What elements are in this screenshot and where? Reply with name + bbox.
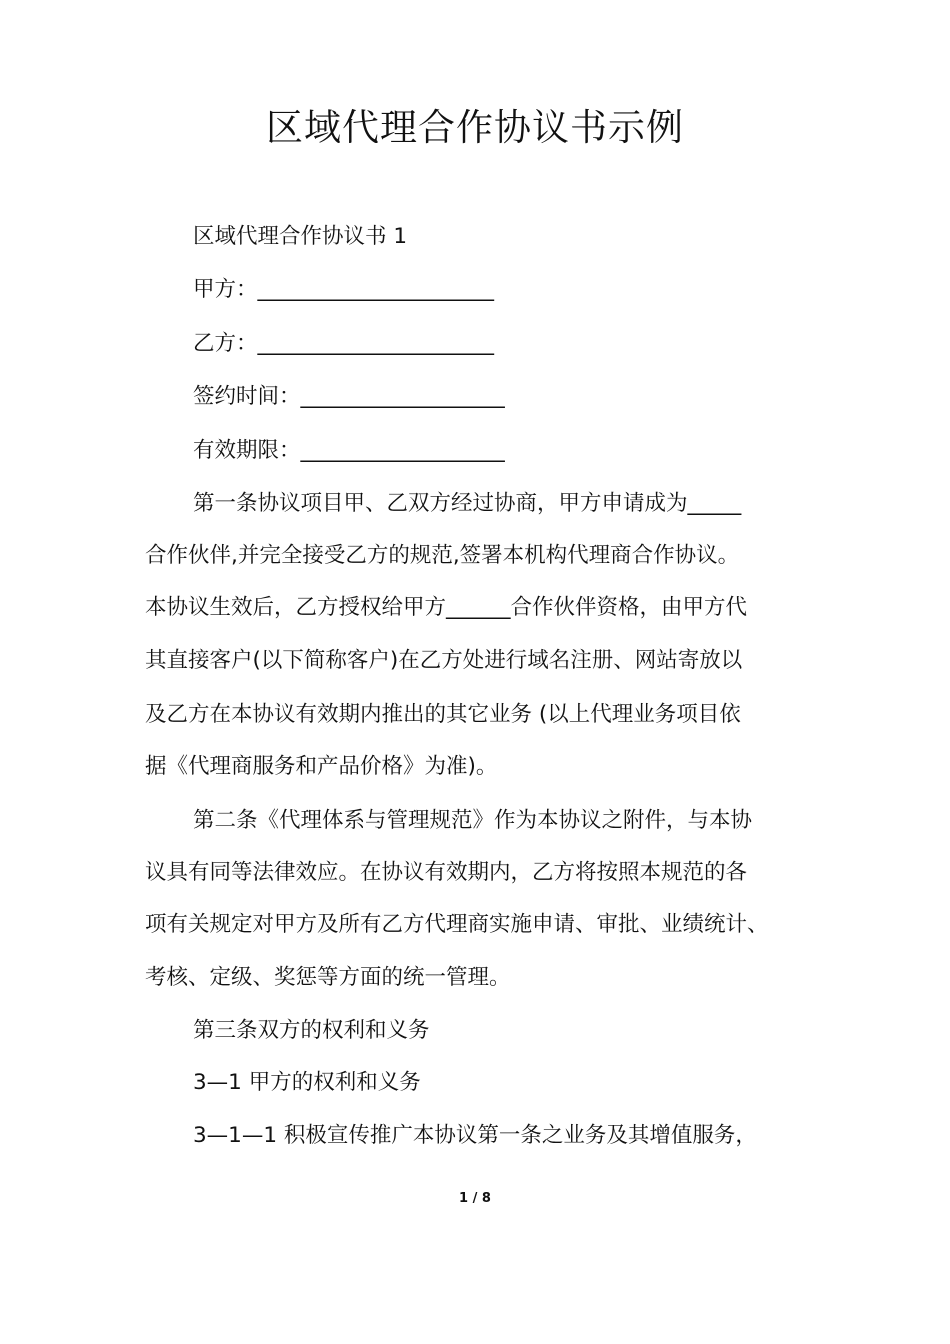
clause-3-1-heading: 3—1 甲方的权利和义务 — [193, 1070, 421, 1095]
article-1-line: 第一条协议项目甲、乙双方经过协商，甲方申请成为_____ — [193, 491, 742, 516]
agreement-heading: 区域代理合作协议书 1 — [193, 224, 408, 249]
article-3-heading: 第三条双方的权利和义务 — [193, 1018, 430, 1043]
article-2-line: 第二条《代理体系与管理规范》作为本协议之附件，与本协 — [193, 808, 753, 833]
party-a-field: 甲方：______________________ — [193, 277, 495, 302]
party-b-field: 乙方：______________________ — [193, 331, 495, 356]
validity-period-field: 有效期限：___________________ — [193, 438, 505, 463]
clause-3-1-1-line: 3—1—1 积极宣传推广本协议第一条之业务及其增值服务， — [193, 1123, 757, 1148]
article-1-line: 其直接客户(以下简称客户)在乙方处进行域名注册、网站寄放以 — [145, 648, 743, 673]
article-1-line: 本协议生效后，乙方授权给甲方______合作伙伴资格，由甲方代 — [145, 595, 748, 620]
article-2-line: 考核、定级、奖惩等方面的统一管理。 — [145, 965, 511, 990]
signing-date-field: 签约时间：___________________ — [193, 384, 505, 409]
article-2-line: 项有关规定对甲方及所有乙方代理商实施申请、审批、业绩统计、 — [145, 912, 769, 937]
article-2-line: 议具有同等法律效应。在协议有效期内，乙方将按照本规范的各 — [145, 860, 748, 885]
article-1-line: 合作伙伴,并完全接受乙方的规范,签署本机构代理商合作协议。 — [145, 543, 740, 568]
article-1-line: 及乙方在本协议有效期内推出的其它业务 (以上代理业务项目依 — [145, 702, 741, 727]
article-1-line: 据《代理商服务和产品价格》为准)。 — [145, 754, 498, 779]
page-indicator: 1 / 8 — [459, 1191, 491, 1206]
document-title: 区域代理合作协议书示例 — [266, 106, 684, 149]
